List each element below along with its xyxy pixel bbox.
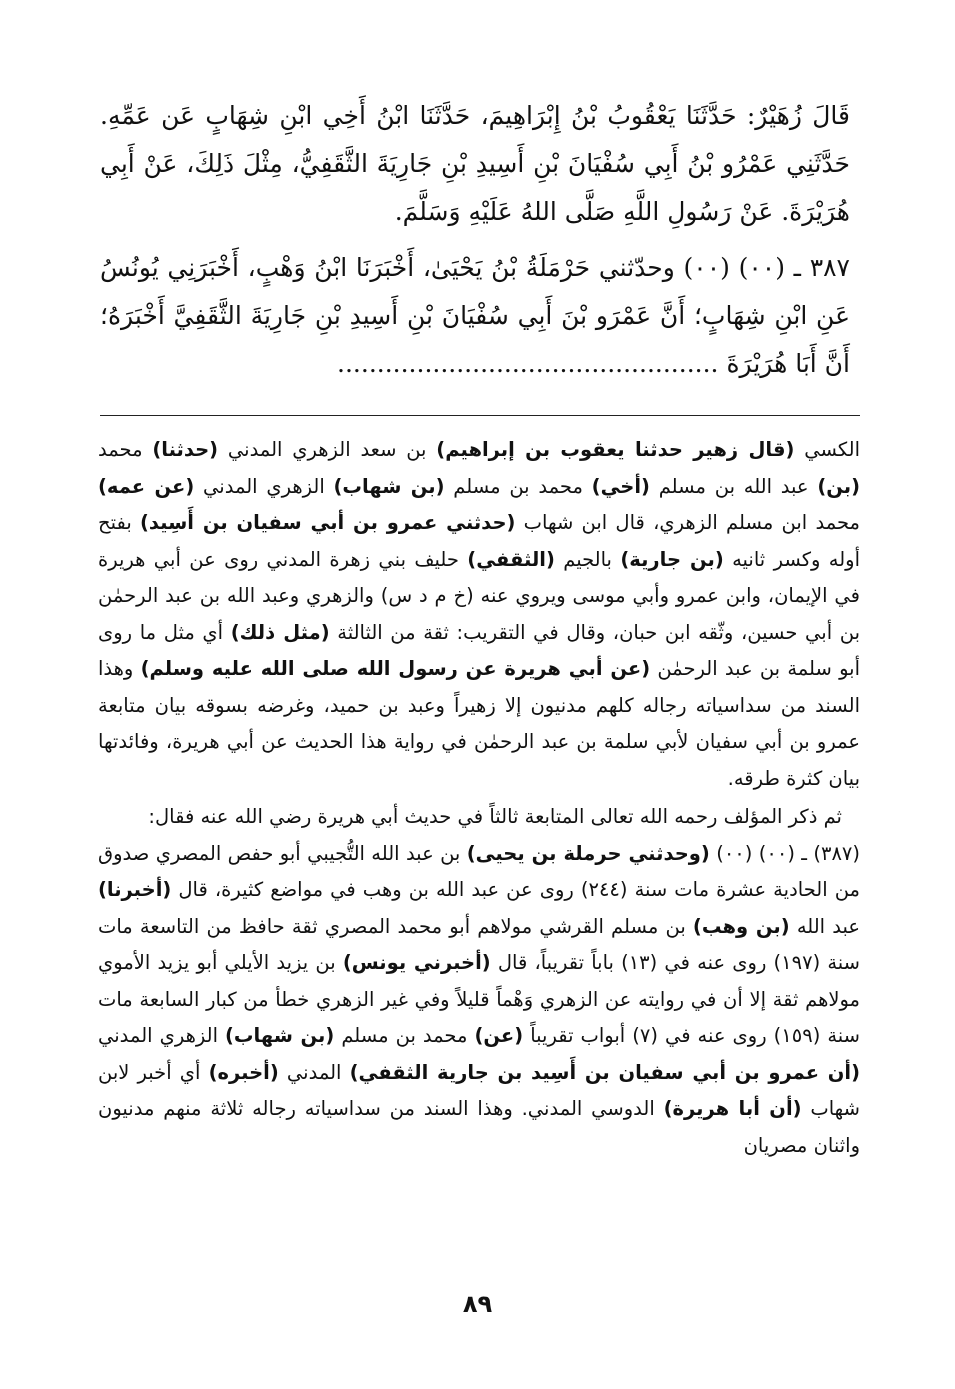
- commentary-text: محمد بن مسلم: [444, 474, 592, 498]
- commentary-text: (٣٨٧) ـ (٠٠) (٠٠): [709, 841, 861, 865]
- bold-quote: (أخبرني يونس): [342, 951, 491, 974]
- commentary-text: بن عبد الله التُّجيبي أبو حفص المصري صدوق من الحادية عشرة مات سنة (٢٤٤) روى عن عبد الله بن وهب في مواضع كثيرة، قال: [98, 841, 860, 901]
- commentary-text: الدوسي المدني. وهذا السند من سداسياته رجاله ثلاثة منهم مدنيون واثنان مصريان: [98, 1097, 860, 1157]
- commentary-text: الزهري المدني: [194, 474, 334, 498]
- hadith-387-text: ٣٨٧ ـ (٠٠) (٠٠) وحدّثني حَرْمَلَةُ بْنُ يَحْيَىٰ، أَخْبَرَنَا ابْنُ وَهْبٍ، أَخْبَرَنِي يُونُسُ عَنِ ابْنِ شِهَابٍ؛ أَنَّ عَمْرَو بْنَ أَبِي سُفْيَانَ بْنِ أَسِيدِ بْنِ جَارِيَةَ الثَّقَفِيَّ أَخْبَرَهُ؛ أَنَّ أَبَا هُرَيْرَةَ: [100, 253, 850, 378]
- footnote-divider: [100, 415, 860, 416]
- bold-quote: (حدثني عمرو بن أبي سفيان بن أَسِيد): [140, 511, 516, 534]
- page-number: ٨٩: [462, 1290, 493, 1318]
- bold-quote: (عن أبي هريرة عن رسول الله صلى الله عليه وسلم): [140, 657, 651, 680]
- hadith-text: [100, 92, 850, 388]
- commentary-text: محمد بن مسلم: [334, 1024, 475, 1047]
- bold-quote: (حدثنا): [152, 438, 219, 461]
- bold-quote: (بن شهاب): [225, 1024, 335, 1047]
- bold-quote: (بن جارية): [620, 547, 724, 571]
- commentary-text: بن مسلم القرشي مولاهم أبو محمد المصري ثقة حافظ من التاسعة مات سنة (١٩٧) روى عنه في (١٣) باباً تقريباً، قال: [98, 914, 861, 974]
- bold-quote: (وحدثني حرملة بن يحيى): [466, 841, 710, 865]
- bold-quote: (أخبرنا): [98, 878, 172, 901]
- bold-quote: (الثقفي): [467, 547, 555, 571]
- commentary-text: بن سعد الزهري المدني: [218, 438, 437, 461]
- bold-quote: (أخي): [591, 474, 650, 498]
- bold-quote: (أخبره): [208, 1060, 279, 1084]
- commentary-text: محمد: [98, 438, 153, 461]
- commentary-text: بفتح أوله وكسر ثانيه: [98, 511, 860, 571]
- commentary-text: عبد الله بن مسلم: [649, 474, 818, 498]
- bold-quote: (بن شهاب): [333, 474, 445, 498]
- bold-quote: (بن وهب): [692, 914, 790, 938]
- commentary-text: الزهري المدني: [98, 1024, 226, 1047]
- hadith-paragraph-387: [100, 244, 850, 388]
- commentary-text: بن يزيد الأيلي أبو يزيد الأموي مولاهم ثقة إلا أن في روايته عن الزهري وَهْماً قليلاً وفي غير الزهري خطأ من كبار السابعة مات سنة (١٥٩) روى عنه في (٧) أبواب تقريباً: [98, 951, 861, 1047]
- hadith-paragraph: قَالَ زُهَيْرٌ: حَدَّثَنَا يَعْقُوبُ بْنُ إِبْرَاهِيمَ، حَدَّثَنَا ابْنُ أَخِي ابْنِ شِهَابٍ عَن عَمِّهِ. حَدَّثَنِي عَمْرُو بْنُ أَبِي سُفْيَانَ بْنِ أَسِيدِ بْنِ جَارِيَةَ الثَّقَفِيُّ، مِثْلَ ذَلِكَ، عَنْ أَبِي هُرَيْرَةَ. عَنْ رَسُولِ اللَّهِ صَلَّى اللهُ عَلَيْهِ وَسَلَّمَ.: [100, 101, 850, 226]
- commentary-text: بالجيم: [554, 547, 621, 571]
- commentary-paragraph-1: [98, 432, 860, 797]
- ellipsis-dots: ................................................: [337, 349, 719, 378]
- commentary-text: وهذا السند من سداسياته رجاله كلهم مدنيون إلا زهيراً وعبد بن حميد، وغرضه بسوقه بيان متابعة عمرو بن أبي سفيان لأبي سلمة بن عبد الرحمٰن في رواية هذا الحديث عن أبي هريرة، وفائدتها بيان كثرة طرقه.: [98, 657, 860, 790]
- commentary-text: أي أخبر لابن شهاب: [98, 1060, 860, 1120]
- commentary-text: عبد الله: [789, 914, 860, 938]
- commentary-paragraph-387: [98, 836, 860, 1165]
- bold-quote: (أن أبا هريرة): [663, 1097, 802, 1120]
- commentary-text: محمد ابن مسلم الزهري، قال ابن شهاب: [515, 511, 860, 534]
- commentary-intro: ثم ذكر المؤلف رحمه الله تعالى المتابعة ثالثاً في حديث أبي هريرة رضي الله عنه فقال:: [148, 805, 842, 828]
- commentary-text: حليف بني زهرة المدني روى عن أبي هريرة في الإيمان، وابن عمرو وأبي موسى ويروي عنه (خ م د س) والزهري وعبد الله بن عبد الرحمٰن بن أبي حسين، وثّقه ابن حبان، وقال في التقريب: ثقة من الثالثة: [98, 547, 860, 644]
- commentary-text: الكسي: [794, 438, 861, 461]
- bold-quote: (أن عمرو بن أبي سفيان بن أَسِيد بن جارية الثقفي): [349, 1060, 860, 1084]
- bold-quote: (عن): [474, 1024, 524, 1047]
- commentary: [98, 432, 860, 1164]
- bold-quote: (عن عمه): [98, 474, 195, 498]
- commentary-text: أي مثل ما روى أبو سلمة بن عبد الرحمٰن: [98, 620, 860, 680]
- commentary-text: المدني: [278, 1060, 350, 1084]
- bold-quote: (قال زهير حدثنا يعقوب بن إبراهيم): [436, 438, 795, 461]
- bold-quote: (بن): [817, 474, 861, 498]
- bold-quote: (مثل ذلك): [230, 620, 330, 644]
